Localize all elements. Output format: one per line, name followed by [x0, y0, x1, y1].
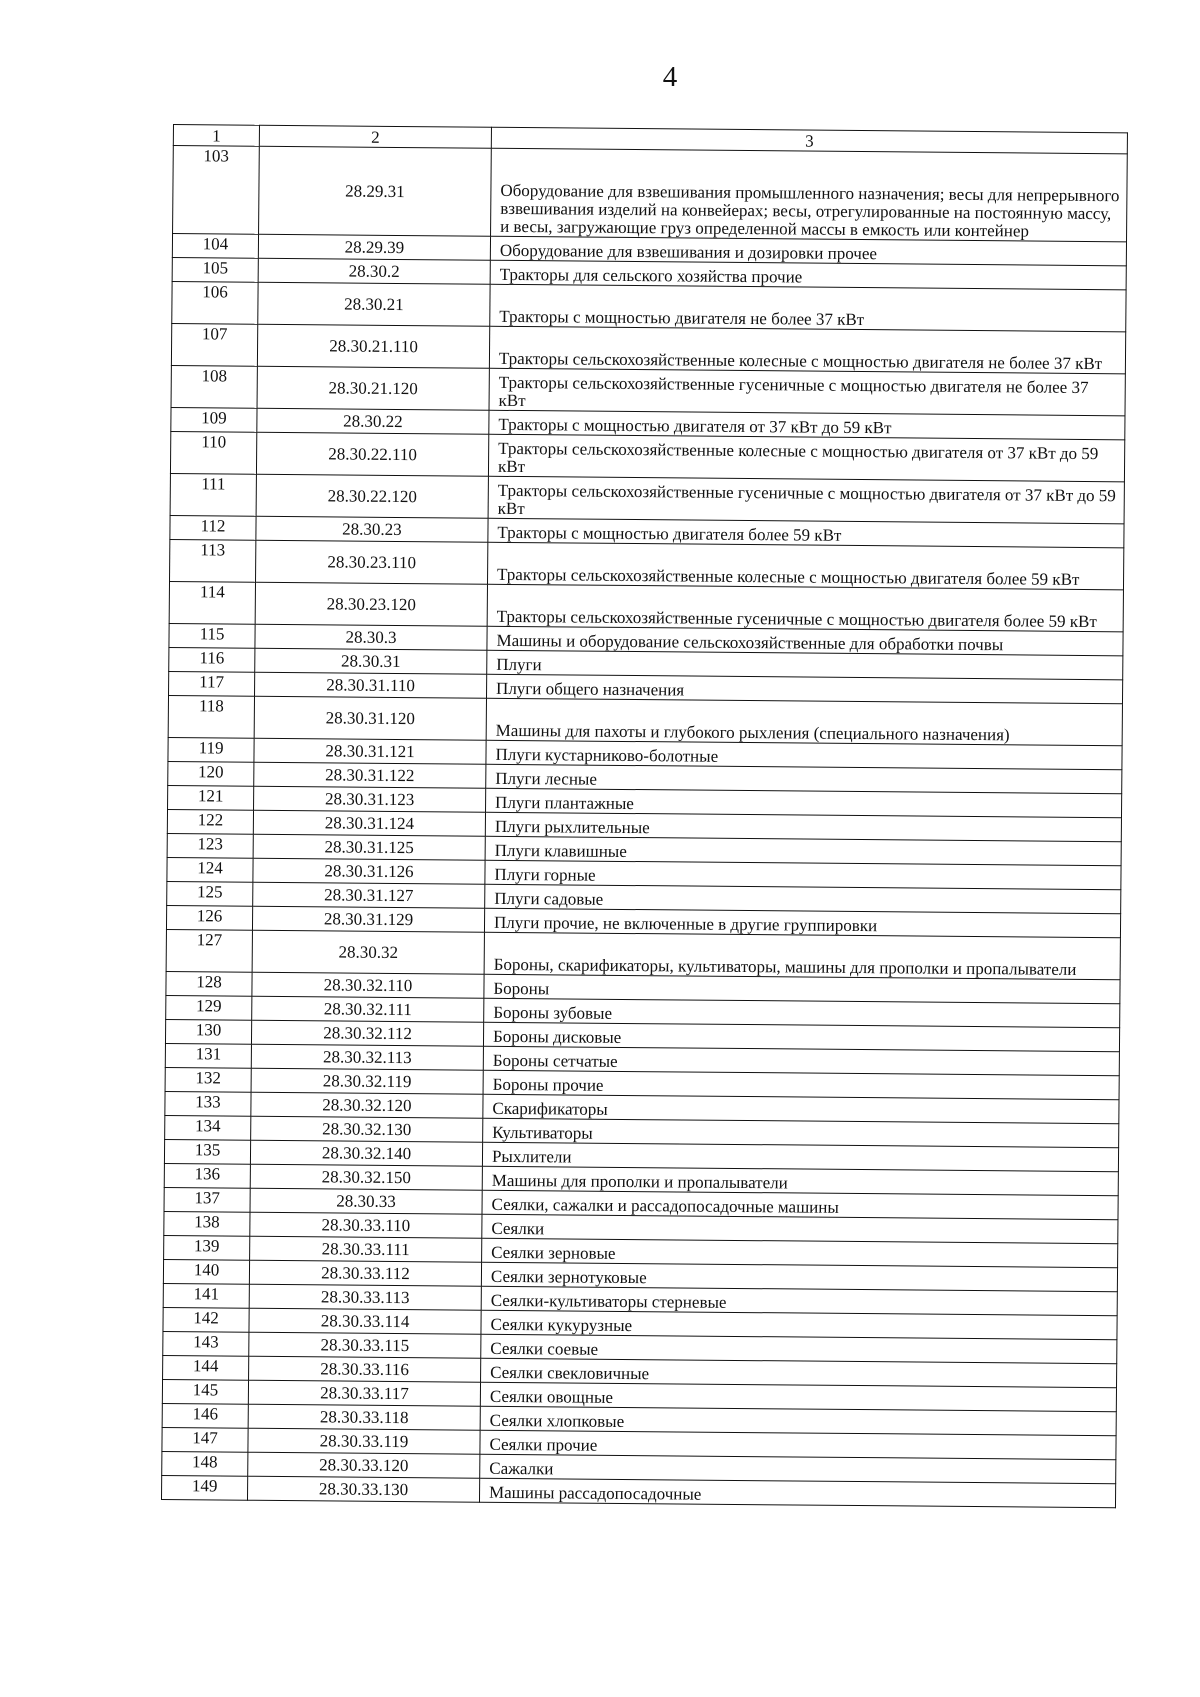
row-number-cell: 141 [163, 1283, 249, 1308]
product-name-cell: Плуги прочие, не включенные в другие группировки [484, 908, 1120, 938]
product-name-cell: Оборудование для взвешивания промышленного назначения; весы для непрерывного взвешивания изделий на конвейерах; весы, отрегулированные на постоянную массу, и весы, загружающие груз определенной массы в емкость или контейнер [491, 148, 1128, 242]
header-col-3: 3 [491, 127, 1127, 154]
row-number-cell: 123 [167, 833, 253, 858]
row-number-cell: 136 [164, 1163, 250, 1188]
product-name-cell: Плуги горные [485, 860, 1121, 890]
product-name-cell: Сеялки зернотуковые [481, 1262, 1117, 1292]
row-number-cell: 127 [166, 929, 252, 972]
product-name-cell: Машины рассадопосадочные [479, 1478, 1115, 1508]
product-name-cell: Плуги кустарниково-болотные [486, 740, 1122, 770]
okpd-code-cell: 28.30.3 [255, 624, 487, 650]
okpd-code-cell: 28.30.31.126 [253, 858, 485, 884]
page-number: 4 [662, 61, 678, 93]
product-name-cell: Плуги лесные [486, 764, 1122, 794]
product-name-cell: Плуги [487, 650, 1123, 680]
okpd-code-cell: 28.30.33.130 [247, 1476, 479, 1502]
product-name-cell: Рыхлители [482, 1142, 1118, 1172]
row-number-cell: 144 [163, 1355, 249, 1380]
row-number-cell: 148 [162, 1451, 248, 1476]
row-number-cell: 104 [172, 234, 258, 259]
product-name-cell: Оборудование для взвешивания и дозировки прочее [490, 236, 1126, 266]
row-number-cell: 121 [168, 785, 254, 810]
okpd-code-cell: 28.29.39 [258, 234, 490, 260]
row-number-cell: 142 [163, 1307, 249, 1332]
okpd-code-cell: 28.30.32.113 [251, 1044, 483, 1070]
product-name-cell: Сеялки прочие [480, 1430, 1116, 1460]
product-name-cell: Тракторы сельскохозяйственные колесные с мощностью двигателя не более 37 кВт [489, 326, 1125, 374]
okpd-code-cell: 28.30.2 [258, 258, 490, 284]
product-name-cell: Тракторы сельскохозяйственные гусеничные с мощностью двигателя не более 37 кВт [489, 368, 1125, 416]
product-name-cell: Тракторы сельскохозяйственные колесные с мощностью двигателя более 59 кВт [487, 542, 1123, 590]
row-number-cell: 134 [165, 1115, 251, 1140]
okpd-code-cell: 28.30.33.120 [248, 1452, 480, 1478]
row-number-cell: 108 [171, 365, 257, 408]
header-col-2: 2 [259, 125, 491, 148]
okpd-code-cell: 28.30.23 [256, 516, 488, 542]
product-name-cell: Сеялки [482, 1214, 1118, 1244]
okpd-code-cell: 28.30.22.120 [256, 474, 488, 518]
product-name-cell: Сеялки хлопковые [480, 1406, 1116, 1436]
okpd-code-cell: 28.30.33.118 [248, 1404, 480, 1430]
table-body [161, 146, 1127, 1508]
okpd-code-cell: 28.30.23.120 [255, 582, 487, 626]
product-name-cell: Сеялки овощные [480, 1382, 1116, 1412]
okpd-code-cell: 28.30.21.110 [257, 324, 489, 368]
okpd-code-cell: 28.30.31.110 [255, 672, 487, 698]
product-name-cell: Сеялки-культиваторы стерневые [481, 1286, 1117, 1316]
okpd-code-cell: 28.30.21 [258, 282, 490, 326]
product-name-cell: Тракторы с мощностью двигателя не более 37 кВт [490, 284, 1126, 332]
row-number-cell: 143 [163, 1331, 249, 1356]
row-number-cell: 124 [167, 857, 253, 882]
okpd-code-cell: 28.30.32.110 [252, 972, 484, 998]
okpd-code-cell: 28.30.31.129 [252, 906, 484, 932]
product-name-cell: Сеялки, сажалки и рассадопосадочные машины [482, 1190, 1118, 1220]
row-number-cell: 120 [168, 761, 254, 786]
row-number-cell: 105 [172, 257, 258, 282]
row-number-cell: 137 [164, 1187, 250, 1212]
table-row [173, 146, 1128, 242]
row-number-cell: 129 [166, 995, 252, 1020]
product-name-cell: Бороны сетчатые [483, 1046, 1119, 1076]
row-number-cell: 130 [165, 1019, 251, 1044]
product-name-cell: Плуги рыхлительные [485, 812, 1121, 842]
okpd-code-cell: 28.30.21.120 [257, 366, 489, 410]
okpd-code-cell: 28.30.33.114 [249, 1308, 481, 1334]
okpd-code-cell: 28.30.32.130 [251, 1116, 483, 1142]
okpd-code-cell: 28.30.32.119 [251, 1068, 483, 1094]
product-name-cell: Тракторы для сельского хозяйства прочие [490, 260, 1126, 290]
okpd-code-cell: 28.30.32.120 [251, 1092, 483, 1118]
product-name-cell: Сеялки соевые [481, 1334, 1117, 1364]
okpd-code-cell: 28.30.31.121 [254, 738, 486, 764]
okpd-code-cell: 28.30.31.127 [253, 882, 485, 908]
okpd-code-cell: 28.30.33.115 [249, 1332, 481, 1358]
product-name-cell: Сеялки кукурузные [481, 1310, 1117, 1340]
row-number-cell: 122 [167, 809, 253, 834]
okpd-code-cell: 28.30.31 [255, 648, 487, 674]
row-number-cell: 147 [162, 1427, 248, 1452]
product-name-cell: Тракторы сельскохозяйственные колесные с мощностью двигателя от 37 кВт до 59 кВт [488, 434, 1124, 482]
row-number-cell: 139 [164, 1235, 250, 1260]
okpd-code-cell: 28.30.33.111 [250, 1236, 482, 1262]
row-number-cell: 113 [170, 539, 256, 582]
product-name-cell: Плуги плантажные [486, 788, 1122, 818]
okpd-code-cell: 28.30.32.150 [250, 1164, 482, 1190]
row-number-cell: 145 [162, 1379, 248, 1404]
row-number-cell: 107 [171, 323, 257, 366]
table-container [161, 124, 1127, 1508]
row-number-cell: 119 [168, 737, 254, 762]
product-name-cell: Бороны прочие [483, 1070, 1119, 1100]
product-name-cell: Плуги общего назначения [487, 674, 1123, 704]
row-number-cell: 117 [169, 671, 255, 696]
row-number-cell: 133 [165, 1091, 251, 1116]
okpd-code-cell: 28.30.22.110 [256, 432, 488, 476]
okpd-code-cell: 28.30.33.116 [249, 1356, 481, 1382]
okpd-code-cell: 28.30.33.119 [248, 1428, 480, 1454]
row-number-cell: 132 [165, 1067, 251, 1092]
row-number-cell: 103 [173, 146, 260, 235]
row-number-cell: 138 [164, 1211, 250, 1236]
product-name-cell: Культиваторы [483, 1118, 1119, 1148]
row-number-cell: 128 [166, 971, 252, 996]
okpd-code-cell: 28.30.32.111 [252, 996, 484, 1022]
product-name-cell: Тракторы сельскохозяйственные гусеничные с мощностью двигателя более 59 кВт [487, 584, 1123, 632]
okpd-code-cell: 28.30.32.112 [251, 1020, 483, 1046]
row-number-cell: 112 [170, 515, 256, 540]
product-name-cell: Сеялки свекловичные [481, 1358, 1117, 1388]
row-number-cell: 115 [169, 623, 255, 648]
row-number-cell: 125 [167, 881, 253, 906]
product-name-cell: Плуги клавишные [485, 836, 1121, 866]
row-number-cell: 126 [166, 905, 252, 930]
row-number-cell: 106 [172, 281, 258, 324]
row-number-cell: 140 [163, 1259, 249, 1284]
product-name-cell: Бороны [484, 974, 1120, 1004]
okpd-code-cell: 28.30.33.117 [248, 1380, 480, 1406]
okpd-code-cell: 28.30.31.125 [253, 834, 485, 860]
product-name-cell: Бороны, скарификаторы, культиваторы, машины для прополки и пропалыватели [484, 932, 1120, 980]
row-number-cell: 110 [170, 431, 256, 474]
okpd-code-cell: 28.30.32 [252, 930, 484, 974]
row-number-cell: 149 [161, 1475, 247, 1500]
product-name-cell: Плуги садовые [485, 884, 1121, 914]
product-name-cell: Сеялки зерновые [482, 1238, 1118, 1268]
row-number-cell: 131 [165, 1043, 251, 1068]
classification-table [161, 124, 1128, 1508]
product-name-cell: Бороны дисковые [483, 1022, 1119, 1052]
okpd-code-cell: 28.29.31 [259, 146, 492, 236]
row-number-cell: 111 [170, 473, 256, 516]
row-number-cell: 146 [162, 1403, 248, 1428]
product-name-cell: Скарификаторы [483, 1094, 1119, 1124]
okpd-code-cell: 28.30.31.123 [254, 786, 486, 812]
okpd-code-cell: 28.30.31.120 [254, 696, 486, 740]
product-name-cell: Бороны зубовые [484, 998, 1120, 1028]
okpd-code-cell: 28.30.33 [250, 1188, 482, 1214]
okpd-code-cell: 28.30.33.110 [250, 1212, 482, 1238]
product-name-cell: Машины для пахоты и глубокого рыхления (специального назначения) [486, 698, 1122, 746]
okpd-code-cell: 28.30.22 [257, 408, 489, 434]
row-number-cell: 109 [171, 407, 257, 432]
product-name-cell: Тракторы с мощностью двигателя более 59 кВт [488, 518, 1124, 548]
okpd-code-cell: 28.30.31.124 [253, 810, 485, 836]
row-number-cell: 135 [164, 1139, 250, 1164]
okpd-code-cell: 28.30.33.112 [249, 1260, 481, 1286]
product-name-cell: Сажалки [480, 1454, 1116, 1484]
product-name-cell: Машины для прополки и пропалыватели [482, 1166, 1118, 1196]
product-name-cell: Тракторы с мощностью двигателя от 37 кВт до 59 кВт [489, 410, 1125, 440]
okpd-code-cell: 28.30.33.113 [249, 1284, 481, 1310]
okpd-code-cell: 28.30.23.110 [256, 540, 488, 584]
header-col-1: 1 [173, 125, 259, 147]
row-number-cell: 114 [169, 581, 255, 624]
okpd-code-cell: 28.30.31.122 [254, 762, 486, 788]
product-name-cell: Машины и оборудование сельскохозяйственные для обработки почвы [487, 626, 1123, 656]
row-number-cell: 118 [168, 695, 254, 738]
okpd-code-cell: 28.30.32.140 [250, 1140, 482, 1166]
product-name-cell: Тракторы сельскохозяйственные гусеничные с мощностью двигателя от 37 кВт до 59 кВт [488, 476, 1124, 524]
row-number-cell: 116 [169, 647, 255, 672]
